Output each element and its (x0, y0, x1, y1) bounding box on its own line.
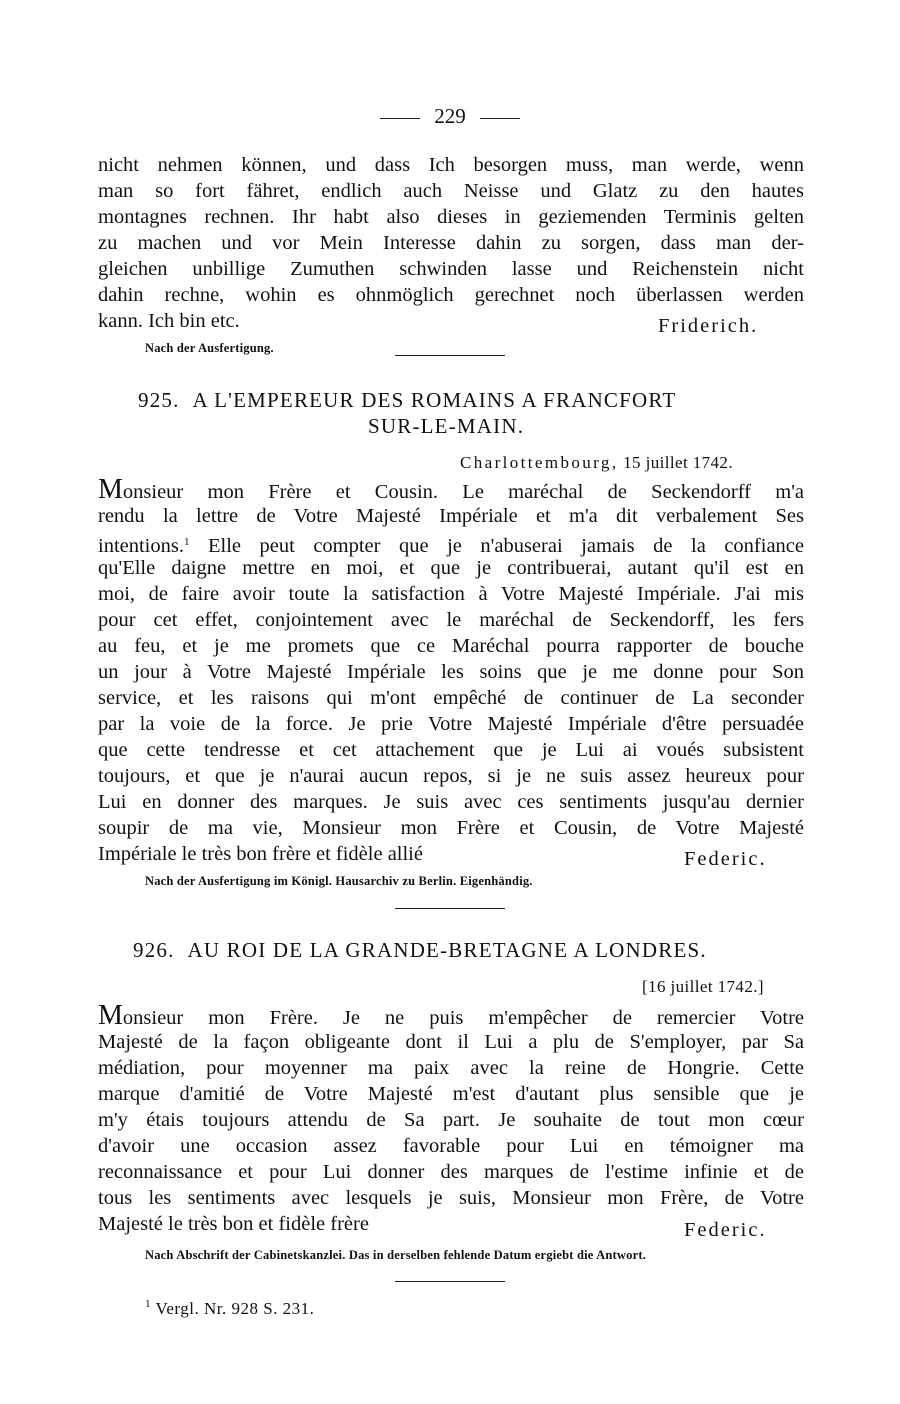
letter-number: 926. (133, 938, 175, 962)
page-header (0, 104, 900, 129)
text-line: au feu, et je me promets que ce Maréchal pourra rapporter de bouche (98, 635, 804, 657)
separator-rule (395, 1281, 505, 1282)
text-line: moi, de faire avoir toute la satisfaction à Votre Majesté Impériale. J'ai mis (98, 583, 804, 605)
text-fragment: intentions. (98, 535, 184, 557)
letter-heading (133, 938, 707, 963)
text-line: tous les sentiments avec lesquels je suis, Monsieur mon Frère, de Votre (98, 1187, 804, 1209)
dateline-place: Charlottembourg, (460, 453, 619, 472)
initial-letter: M (98, 474, 123, 505)
letter-title: AU ROI DE LA GRANDE-BRETAGNE A LONDRES. (187, 938, 707, 962)
text-line: soupir de ma vie, Monsieur mon Frère et Cousin, de Votre Majesté (98, 817, 804, 839)
letter-title: A L'EMPEREUR DES ROMAINS A FRANCFORT (192, 388, 677, 412)
dateline-date: [16 juillet 1742.] (642, 977, 764, 996)
footnote-text: Vergl. Nr. 928 S. 231. (155, 1299, 315, 1318)
text-line: Majesté le très bon et fidèle frère (98, 1213, 369, 1235)
dateline (460, 453, 733, 473)
text-line: que cette tendresse et cet attachement que je Lui ai voués subsistent (98, 739, 804, 761)
text-line: dahin rechne, wohin es ohnmöglich gerechnet noch überlassen werden (98, 284, 804, 306)
text-line: nicht nehmen können, und dass Ich besorgen muss, man werde, wenn (98, 154, 804, 176)
text-line: Lui en donner des marques. Je suis avec ces sentiments jusqu'au dernier (98, 791, 804, 813)
header-dash-left (380, 118, 420, 119)
initial-letter: M (98, 1000, 123, 1031)
text-line (98, 474, 804, 505)
signature: Friderich. (658, 315, 759, 337)
text-line: m'y étais toujours attendu de Sa part. Je souhaite de tout mon cœur (98, 1109, 804, 1131)
text-line: service, et les raisons qui m'ont empêché de continuer de La seconder (98, 687, 804, 709)
text-line: Impériale le très bon frère et fidèle allié (98, 843, 423, 865)
text-line: reconnaissance et pour Lui donner des marques de l'estime infinie et de (98, 1161, 804, 1183)
footnote (145, 1298, 314, 1319)
text-line: zu machen und vor Mein Interesse dahin zu sorgen, dass man der- (98, 232, 804, 254)
footnote-marker: 1 (183, 536, 190, 548)
text-line: qu'Elle daigne mettre en moi, et que je contribuerai, autant qu'il est en (98, 557, 804, 579)
dateline-date: 15 juillet 1742. (623, 453, 733, 472)
letter-heading-continued: SUR-LE-MAIN. (368, 414, 525, 438)
text-line: toujours, et que je n'aurai aucun repos, si je ne suis assez heureux pour (98, 765, 804, 787)
text-line (98, 1000, 804, 1031)
signature: Federic. (684, 848, 767, 870)
text-fragment: Elle peut compter que je n'abuserai jamais de la confiance (189, 535, 804, 557)
header-dash-right (480, 118, 520, 119)
source-note: Nach der Ausfertigung im Königl. Hausarchiv zu Berlin. Eigenhändig. (145, 874, 533, 888)
text-line: rendu la lettre de Votre Majesté Impériale et m'a dit verbalement Ses (98, 505, 804, 527)
signature: Federic. (684, 1219, 767, 1241)
separator-rule (395, 355, 505, 356)
text-line: d'avoir une occasion assez favorable pour Lui en témoigner ma (98, 1135, 804, 1157)
text-line: Majesté de la façon obligeante dont il Lui a plu de S'employer, par Sa (98, 1031, 804, 1053)
first-line-text: onsieur mon Frère. Je ne puis m'empêcher de remercier Votre (122, 1007, 804, 1029)
text-line: gleichen unbillige Zumuthen schwinden lasse und Reichenstein nicht (98, 258, 804, 280)
text-line: par la voie de la force. Je prie Votre Majesté Impériale d'être persuadée (98, 713, 804, 735)
text-line: man so fort fähret, endlich auch Neisse und Glatz zu den hautes (98, 180, 804, 202)
text-line: un jour à Votre Majesté Impériale les soins que je me donne pour Son (98, 661, 804, 683)
page-number: 229 (434, 104, 466, 128)
source-note: Nach Abschrift der Cabinetskanzlei. Das in derselben fehlende Datum ergiebt die Antwort. (145, 1248, 647, 1262)
letter-heading (138, 388, 676, 413)
text-line: kann. Ich bin etc. (98, 310, 240, 332)
source-note: Nach der Ausfertigung. (145, 341, 274, 355)
text-line: montagnes rechnen. Ihr habt also dieses in geziemenden Terminis gelten (98, 206, 804, 228)
text-line: médiation, pour moyenner ma paix avec la reine de Hongrie. Cette (98, 1057, 804, 1079)
text-line: marque d'amitié de Votre Majesté m'est d'autant plus sensible que je (98, 1083, 804, 1105)
first-line-text: onsieur mon Frère et Cousin. Le maréchal de Seckendorff m'a (122, 481, 804, 503)
text-line: pour cet effet, conjointement avec le maréchal de Seckendorff, les fers (98, 609, 804, 631)
footnote-mark: 1 (145, 1298, 151, 1310)
separator-rule (395, 908, 505, 909)
letter-number: 925. (138, 388, 180, 412)
